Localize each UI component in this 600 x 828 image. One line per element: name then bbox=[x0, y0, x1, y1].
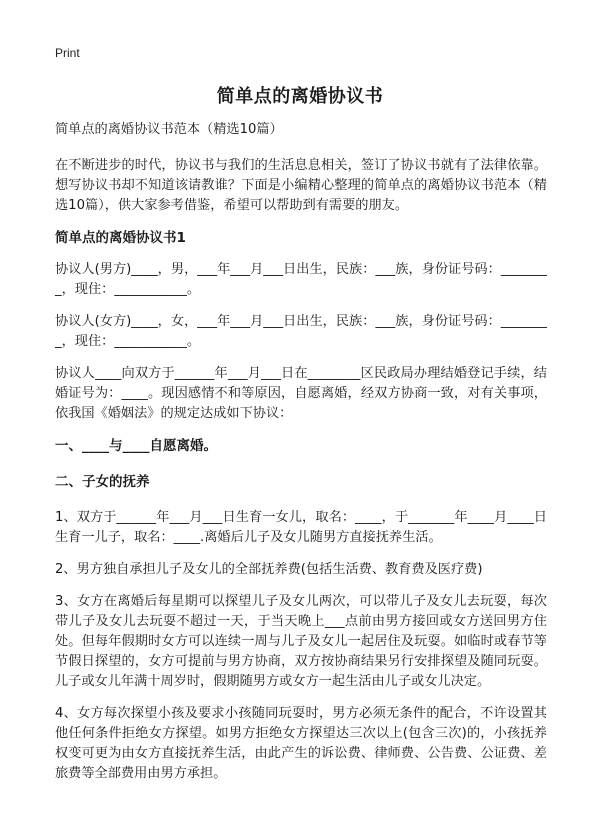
party-male-paragraph: 协议人(男方)____，男，___年___月___日出生，民族：___族，身份证号码：________，现住：___________。 bbox=[55, 262, 547, 297]
clause-1-heading: 一、____与____自愿离婚。 bbox=[55, 438, 217, 454]
clause-item-3: 3、女方在离婚后每星期可以探望儿子及女儿两次，可以带儿子及女儿去玩耍，每次带儿子及女儿去玩耍不超过一天，于当天晚上___点前由男方接回或女方送回男方住处。但每年假期时女方可以连续一周与儿子及女儿一起居住及玩耍。如临时或春节等节假日探望的，女方可提前与男方协商，双方按协商结果另行安排探望及随同玩耍。儿子或女儿年满十周岁时，假期随男方或女方一起生活由儿子或女儿决定。 bbox=[55, 594, 547, 689]
page-title: 简单点的离婚协议书 bbox=[216, 86, 384, 107]
party-female-paragraph: 协议人(女方)____，女，___年___月___日出生，民族：___族，身份证号码：________，现住：___________。 bbox=[55, 314, 547, 349]
print-label: Print bbox=[55, 46, 80, 60]
agreement-intro-paragraph: 协议人____向双方于______年___月___日在________区民政局办理结婚登记手续，结婚证号为：____。现因感情不和等原因，自愿离婚，经双方协商一致，对有关事项，依我国《婚姻法》的规定达成如下协议： bbox=[55, 366, 547, 421]
document-body bbox=[55, 120, 547, 796]
document-subtitle: 简单点的离婚协议书范本（精选10篇） bbox=[55, 122, 283, 137]
clause-item-1: 1、双方于______年___月___日生育一女儿，取名：____，于_______年____月____日生育一儿子，取名：____.离婚后儿子及女儿随男方直接抚养生活。 bbox=[55, 510, 547, 545]
clause-item-2: 2、男方独自承担儿子及女儿的全部抚养费(包括生活费、教育费及医疗费) bbox=[55, 562, 483, 577]
clause-item-4: 4、女方每次探望小孩及要求小孩随同玩耍时，男方必须无条件的配合，不许设置其他任何条件拒绝女方探望。如男方拒绝女方探望达三次以上(包含三次)的，小孩抚养权变可更为由女方直接抚养生活，由此产生的诉讼费、律师费、公告费、公证费、差旅费等全部费用由男方承担。 bbox=[55, 706, 547, 781]
intro-paragraph: 在不断进步的时代，协议书与我们的生活息息相关，签订了协议书就有了法律依靠。想写协议书却不知道该请教谁？下面是小编精心整理的简单点的离婚协议书范本（精选10篇），供大家参考借鉴，希望可以帮助到有需要的朋友。 bbox=[55, 158, 547, 213]
section-heading: 简单点的离婚协议书1 bbox=[55, 230, 186, 246]
clause-2-heading: 二、子女的抚养 bbox=[55, 474, 150, 490]
